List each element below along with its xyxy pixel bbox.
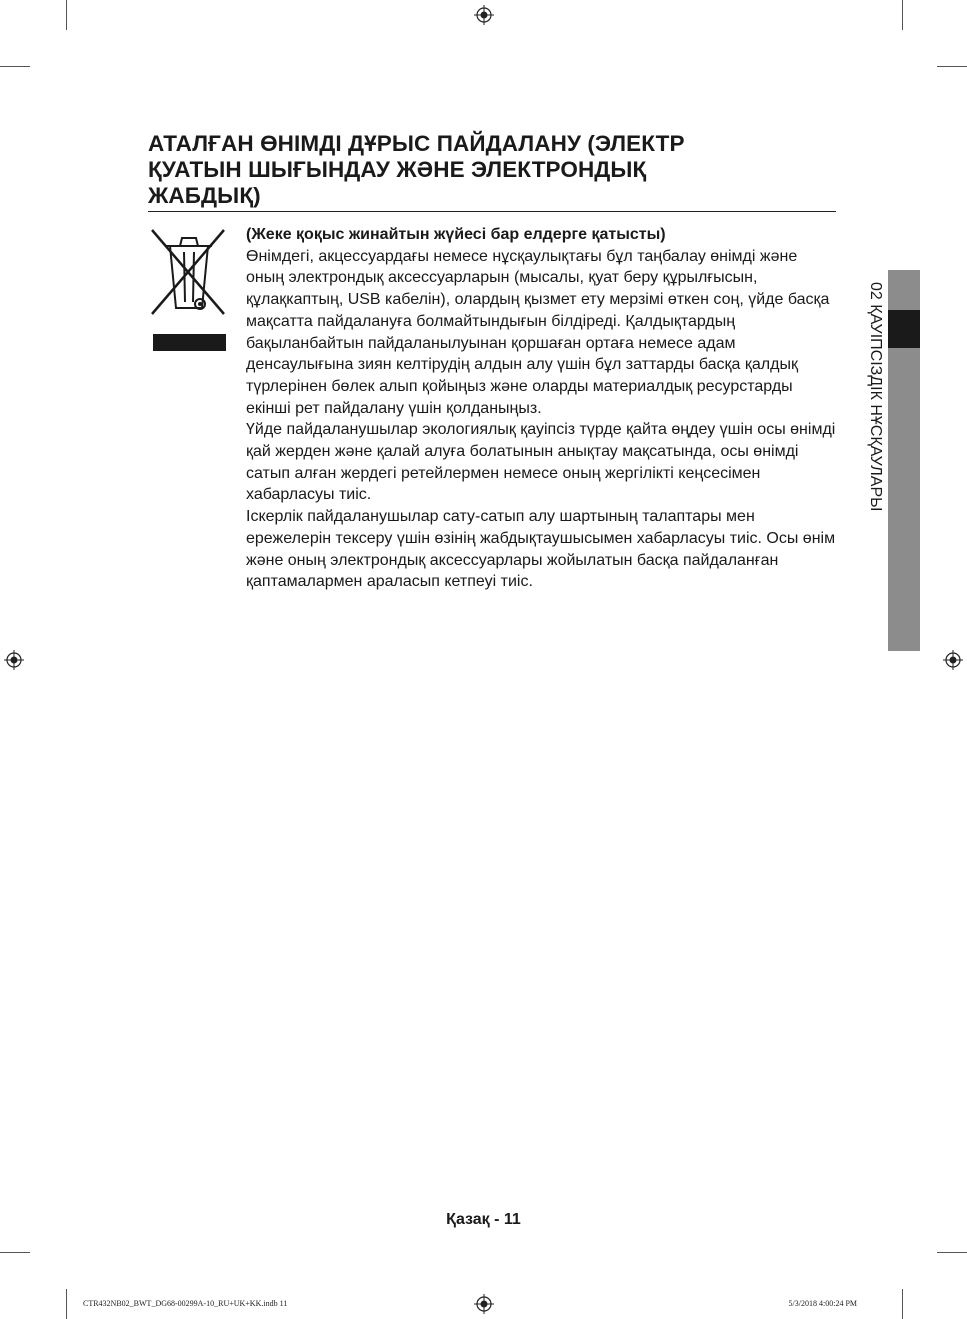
- title-rule: [148, 211, 836, 212]
- separate-collection-bar: [153, 334, 226, 351]
- disposal-text: [246, 224, 838, 593]
- side-tab-label: 02 ҚАУІПСІЗДІК НҰСҚАУЛАРЫ: [867, 282, 884, 512]
- paragraph: Үйде пайдаланушылар экологиялық қауіпсіз түрде қайта өңдеу үшін осы өнімді қай жерден және қалай алуға болатынын анықтау мақсатында, осы өнімді сатып алған жердегі ретейлермен немесе оның жергілікті кеңсесімен хабарласуы тиіс.: [246, 421, 836, 504]
- subtitle: (Жеке қоқыс жинайтын жүйесі бар елдерге қатысты): [246, 226, 666, 243]
- crop-mark: [902, 1289, 903, 1319]
- crop-mark: [0, 66, 30, 67]
- crop-mark: [937, 66, 967, 67]
- crop-mark: [66, 1289, 67, 1319]
- page-title: АТАЛҒАН ӨНІМДІ ДҰРЫС ПАЙДАЛАНУ (ЭЛЕКТР ҚУАТЫН ШЫҒЫНДАУ ЖӘНЕ ЭЛЕКТРОНДЫҚ ЖАБДЫҚ): [148, 131, 685, 208]
- page-number: Қазақ - 11: [446, 1211, 521, 1228]
- registration-mark-icon: [943, 650, 963, 670]
- paragraph: Іскерлік пайдаланушылар сату-сатып алу шартының талаптары мен ережелерін тексеру үшін өзінің жабдықтаушысымен хабарласуы тиіс. Осы өнім және оның электрондық аксессуарлары жойылатын басқа пайдаланған қаптамалармен араласып кетпеуі тиіс.: [246, 508, 836, 591]
- footer-date-slug: 5/3/2018 4:00:24 PM: [788, 1299, 857, 1308]
- registration-mark-icon: [4, 650, 24, 670]
- side-tab-marker: [888, 310, 920, 348]
- footer-file-slug: CTR432NB02_BWT_DG68-00299A-10_RU+UK+KK.indb 11: [83, 1299, 288, 1308]
- crop-mark: [66, 0, 67, 30]
- paragraph: Өнімдегі, акцессуардағы немесе нұсқаулықтағы бұл таңбалау өнімді және оның электрондық аксессуарларын (мысалы, қуат беру құрылғысын, құлақкаптың, USB кабелін), олардың қызмет ету мерзімі өткен соң, үйде басқа мақсатта пайдалануға болмайтындығын білдіреді. Қалдықтардың бақыланбайтын пайдаланылуынан қоршаған ортаға немесе адам денсаулығына зиян келтірудің алдын алу үшін бұл заттарды басқа қалдық түрлерінен бөлек алып қойыңыз және оларды материалдық ресурстарды екінші рет пайдалану үшін қолданыңыз.: [246, 247, 830, 417]
- registration-mark-icon: [474, 1294, 494, 1314]
- crop-mark: [902, 0, 903, 30]
- registration-mark-icon: [474, 5, 494, 25]
- weee-crossed-bin-icon: [148, 224, 228, 320]
- crop-mark: [937, 1252, 967, 1253]
- crop-mark: [0, 1252, 30, 1253]
